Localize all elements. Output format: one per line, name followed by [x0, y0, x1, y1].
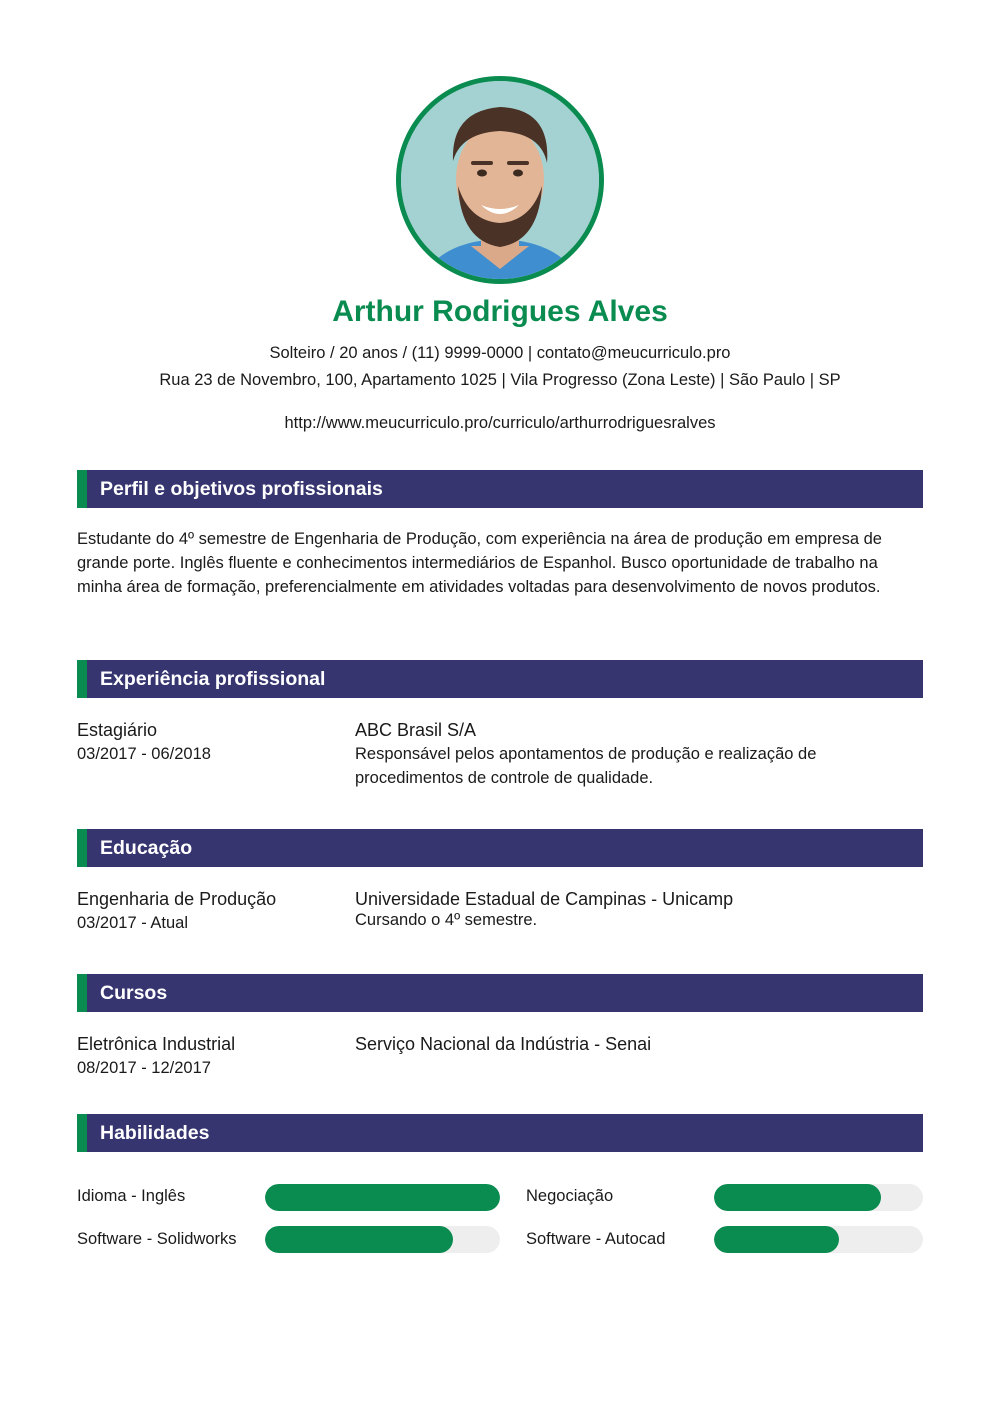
section-header-skills [77, 1114, 923, 1152]
education-status: Cursando o 4º semestre. [355, 911, 538, 929]
course-period: 08/2017 - 12/2017 [77, 1059, 211, 1077]
profile-text: Estudante do 4º semestre de Engenharia de Produção, com experiência na área de produção em empresa de grande porte. Inglês fluente e conhecimentos intermediários de Espanhol. Busco oportunidade de trabalho na minha área de formação, preferencialmente em atividades voltadas para desenvolvimento de novos produtos. [77, 530, 882, 596]
profile-photo [401, 81, 599, 279]
section-header-experience [77, 660, 923, 698]
experience-role: Estagiário [77, 720, 158, 740]
contact-line-address: Rua 23 de Novembro, 100, Apartamento 1025 | Vila Progresso (Zona Leste) | São Paulo | SP [159, 371, 841, 389]
experience-company: ABC Brasil S/A [355, 720, 477, 740]
skill-bar [714, 1184, 923, 1211]
section-title: Cursos [100, 982, 168, 1004]
education-period: 03/2017 - Atual [77, 914, 189, 932]
education-left [77, 887, 337, 935]
section-title: Habilidades [100, 1122, 210, 1144]
experience-description: Responsável pelos apontamentos de produção e realização de procedimentos de controle de qualidade. [355, 745, 817, 787]
skill-label: Software - Solidworks [77, 1230, 237, 1248]
website-link[interactable]: http://www.meucurriculo.pro/curriculo/arthurrodriguesralves [284, 414, 716, 432]
experience-period: 03/2017 - 06/2018 [77, 745, 211, 763]
section-title: Perfil e objetivos profissionais [100, 478, 383, 500]
section-header-courses [77, 974, 923, 1012]
contact-line-personal: Solteiro / 20 anos / (11) 9999-0000 | contato@meucurriculo.pro [269, 344, 731, 362]
skill-bar [714, 1226, 923, 1253]
experience-left [77, 718, 337, 766]
section-title: Experiência profissional [100, 668, 326, 690]
experience-right [355, 718, 923, 790]
skill-label: Software - Autocad [526, 1230, 666, 1248]
skill-bar-fill [265, 1184, 500, 1211]
education-institution: Universidade Estadual de Campinas - Unicamp [355, 889, 734, 909]
skill-bar-fill [714, 1226, 839, 1253]
section-header-profile [77, 470, 923, 508]
courses-left [77, 1032, 337, 1080]
candidate-name: Arthur Rodrigues Alves [332, 295, 668, 328]
section-header-education [77, 829, 923, 867]
skill-bar-fill [714, 1184, 881, 1211]
courses-right [355, 1032, 923, 1056]
course-name: Eletrônica Industrial [77, 1034, 236, 1054]
education-right [355, 887, 923, 929]
skill-label: Negociação [526, 1187, 614, 1205]
skill-bar-fill [265, 1226, 453, 1253]
skill-label: Idioma - Inglês [77, 1187, 186, 1205]
profile-photo-ring [396, 76, 604, 284]
skill-bar [265, 1226, 500, 1253]
section-title: Educação [100, 837, 193, 859]
skill-bar [265, 1184, 500, 1211]
education-course: Engenharia de Produção [77, 889, 277, 909]
course-institution: Serviço Nacional da Indústria - Senai [355, 1034, 652, 1054]
